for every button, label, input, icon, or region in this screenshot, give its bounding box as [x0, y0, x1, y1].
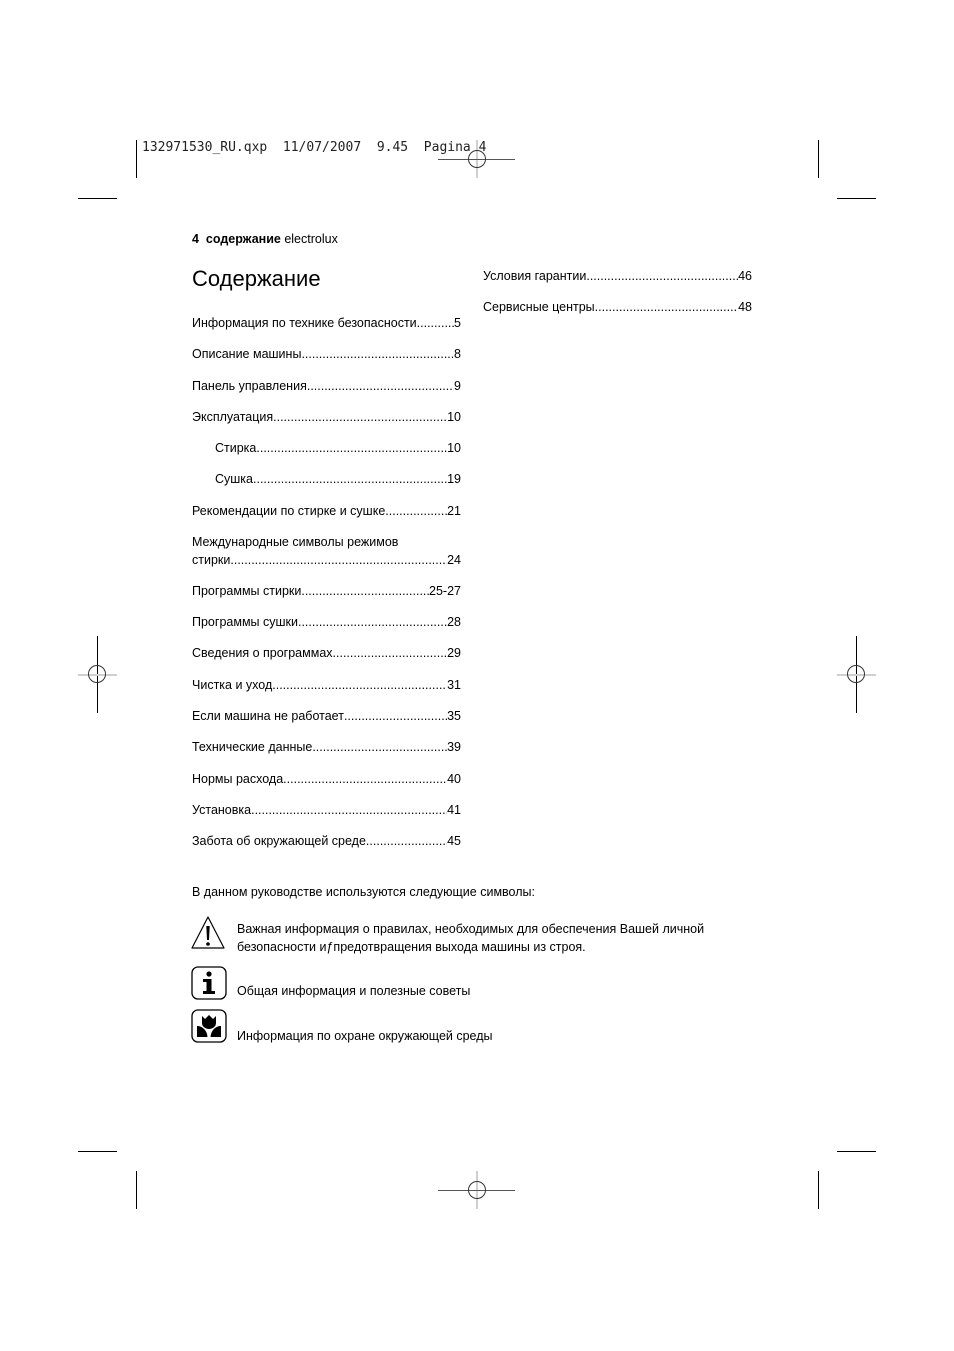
toc-entry[interactable]	[192, 770, 461, 788]
toc-leader-dots	[417, 314, 454, 332]
toc-entry-label: Эксплуатация	[192, 410, 274, 424]
page-number: 4	[192, 232, 199, 246]
toc-entry-label: Стирка	[215, 441, 257, 455]
legend-item-environment: Информация по охране окружающей среды	[237, 1029, 493, 1043]
toc-entry-page: 10	[447, 410, 461, 424]
toc-entry[interactable]	[192, 738, 461, 756]
toc-entry-page: 29	[447, 646, 461, 660]
toc-entry-label: Чистка и уход	[192, 678, 273, 692]
toc-entry[interactable]	[192, 582, 461, 600]
toc-entry-label: Программы сушки	[192, 615, 298, 629]
toc-entry-label: Рекомендации по стирке и сушке	[192, 504, 386, 518]
toc-entry-label: Нормы расхода	[192, 772, 284, 786]
toc-entry[interactable]	[192, 707, 461, 725]
toc-entry-page: 19	[447, 472, 461, 486]
toc-entry[interactable]	[215, 470, 461, 488]
crop-mark-bottom-right-horizontal	[837, 1151, 876, 1152]
environment-flower-icon	[191, 1009, 227, 1043]
toc-leader-dots	[385, 502, 447, 520]
toc-entry-label: Сушка	[215, 472, 254, 486]
toc-entry-page: 28	[447, 615, 461, 629]
toc-entry-label: Международные символы режимов	[192, 535, 399, 549]
toc-leader-dots	[253, 470, 447, 488]
toc-entry-page: 9	[454, 379, 461, 393]
toc-entry-page: 39	[447, 740, 461, 754]
toc-entry-page: 31	[447, 678, 461, 692]
toc-leader-dots	[333, 644, 448, 662]
toc-entry[interactable]	[192, 832, 461, 850]
toc-leader-dots	[256, 439, 447, 457]
toc-entry-label: Условия гарантии	[483, 269, 587, 283]
toc-entry[interactable]	[192, 644, 461, 662]
page-title: Содержание	[192, 266, 321, 291]
slug-time: 9.45	[376, 140, 409, 155]
toc-leader-dots	[301, 582, 429, 600]
toc-entry-label: Панель управления	[192, 379, 307, 393]
toc-entry-label: Сведения о программах	[192, 646, 333, 660]
toc-entry-label: Забота об окружающей среде	[192, 834, 366, 848]
toc-leader-dots	[307, 377, 454, 395]
toc-leader-dots	[344, 707, 447, 725]
toc-entry-label: Программы стирки	[192, 584, 302, 598]
toc-entry[interactable]	[192, 613, 461, 631]
crop-mark-top-right-horizontal	[837, 198, 876, 199]
section-name: содержание	[205, 232, 281, 246]
toc-entry-page: 35	[447, 709, 461, 723]
toc-entry[interactable]	[483, 267, 752, 285]
toc-entry-label: Технические данные	[192, 740, 313, 754]
crop-mark-bottom-right-vertical	[818, 1171, 819, 1209]
toc-entry[interactable]	[192, 314, 461, 332]
toc-entry-page: 5	[454, 316, 461, 330]
toc-entry-page: 21	[447, 504, 461, 518]
toc-entry-page: 45	[447, 834, 461, 848]
toc-entry[interactable]	[192, 801, 461, 819]
legend-warning-line1: Важная информация о правилах, необходимых для обеспечения Вашей личной	[237, 922, 705, 936]
toc-entry[interactable]	[192, 377, 461, 395]
print-slug	[142, 140, 486, 155]
toc-leader-dots	[272, 676, 447, 694]
info-icon	[191, 966, 227, 1000]
slug-date: 11/07/2007	[282, 140, 362, 155]
toc-leader-dots	[366, 832, 447, 850]
toc-entry-label: Если машина не работает	[192, 709, 344, 723]
toc-entry-page: 25-27	[429, 584, 461, 598]
toc-entry[interactable]	[192, 533, 461, 569]
legend-item-info: Общая информация и полезные советы	[237, 984, 471, 998]
legend-item-warning	[237, 920, 704, 956]
toc-leader-dots	[283, 770, 447, 788]
toc-leader-dots	[312, 738, 447, 756]
crop-mark-bottom-left-vertical	[136, 1171, 137, 1209]
toc-entry-page: 10	[447, 441, 461, 455]
slug-page: Pagina 4	[423, 140, 487, 155]
toc-entry-page: 40	[447, 772, 461, 786]
legend-intro: В данном руководстве используются следующие символы:	[192, 885, 535, 899]
toc-entry-label: Описание машины	[192, 347, 302, 361]
toc-entry-label: Установка	[192, 803, 252, 817]
warning-triangle-icon	[190, 915, 226, 951]
crop-mark-bottom-left-horizontal	[78, 1151, 117, 1152]
toc-entry[interactable]	[483, 298, 752, 316]
toc-leader-dots	[251, 801, 447, 819]
toc-entry[interactable]	[192, 345, 461, 363]
crop-mark-top-left-horizontal	[78, 198, 117, 199]
toc-entry-page: 8	[454, 347, 461, 361]
toc-entry-page: 48	[738, 300, 752, 314]
toc-entry-label: Сервисные центры	[483, 300, 595, 314]
toc-entry[interactable]	[192, 502, 461, 520]
toc-leader-dots	[230, 551, 447, 569]
toc-entry-label: Информация по технике безопасности	[192, 316, 417, 330]
legend-warning-line2: безопасности иƒпредотвращения выхода машины из строя.	[237, 940, 586, 954]
toc-entry-page: 24	[447, 553, 461, 567]
toc-entry[interactable]	[192, 408, 461, 426]
toc-entry-page: 41	[447, 803, 461, 817]
toc-entry[interactable]	[215, 439, 461, 457]
brand-name: electrolux	[284, 232, 338, 246]
toc-leader-dots	[273, 408, 447, 426]
crop-mark-top-right-vertical	[818, 140, 819, 178]
toc-entry[interactable]	[192, 676, 461, 694]
slug-file: 132971530_RU.qxp	[142, 140, 268, 155]
toc-entry-label-continued: стирки	[192, 553, 231, 567]
toc-leader-dots	[586, 267, 738, 285]
toc-leader-dots	[298, 613, 447, 631]
crop-mark-top-left-vertical	[136, 140, 137, 178]
toc-leader-dots	[595, 298, 738, 316]
running-head	[192, 232, 338, 246]
toc-entry-page: 46	[738, 269, 752, 283]
toc-leader-dots	[301, 345, 454, 363]
